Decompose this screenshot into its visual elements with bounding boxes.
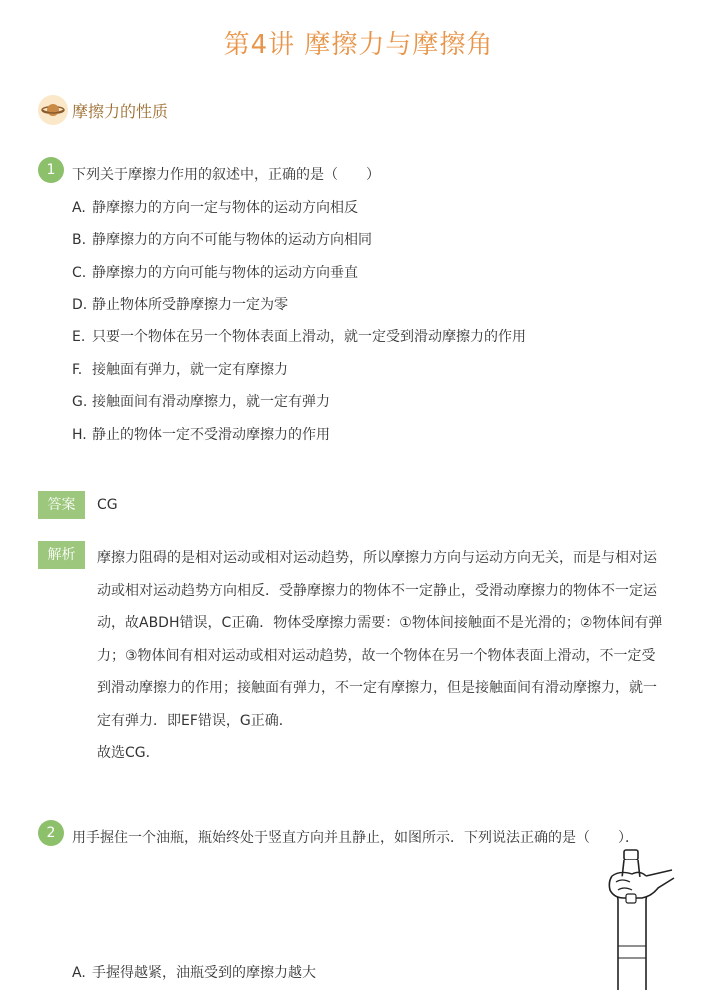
option-f <box>72 359 288 379</box>
option-b <box>72 229 372 249</box>
question-stem: 下列关于摩擦力作用的叙述中，正确的是（ ） <box>72 167 380 183</box>
option-text: 静摩擦力的方向一定与物体的运动方向相反 <box>92 200 358 216</box>
analysis-line: 到滑动摩擦力的作用；接触面有弹力，不一定有摩擦力，但是接触面间有滑动摩擦力，就一 <box>97 680 657 696</box>
option-letter: D. <box>72 297 88 313</box>
analysis-tag: 解析 <box>38 541 85 569</box>
option-letter: E. <box>72 329 86 345</box>
option-a <box>72 962 316 982</box>
option-text: 只要一个物体在另一个物体表面上滑动，就一定受到滑动摩擦力的作用 <box>92 329 526 345</box>
analysis-line: 摩擦力阻碍的是相对运动或相对运动趋势，所以摩擦力方向与运动方向无关，而是与相对运 <box>97 550 657 566</box>
answer-tag: 答案 <box>38 491 85 519</box>
option-letter: H. <box>72 427 87 443</box>
question-stem: 用手握住一个油瓶，瓶始终处于竖直方向并且静止，如图所示．下列说法正确的是（ ）． <box>72 830 639 846</box>
planet-icon <box>38 95 68 125</box>
option-a <box>72 197 358 217</box>
analysis-line: 动或相对运动趋势方向相反．受静摩擦力的物体不一定静止，受滑动摩擦力的物体不一定运 <box>97 582 657 599</box>
option-text: 手握得越紧，油瓶受到的摩擦力越大 <box>92 965 316 981</box>
option-text: 静止物体所受静摩擦力一定为零 <box>92 297 288 313</box>
option-c <box>72 262 358 282</box>
analysis-line: 定有弹力．即EF错误，G正确． <box>97 712 293 729</box>
question-number-badge: 2 <box>38 820 64 846</box>
option-text: 接触面有弹力，就一定有摩擦力 <box>92 362 288 378</box>
option-text: 静摩擦力的方向不可能与物体的运动方向相同 <box>92 232 372 248</box>
analysis-line: 故选CG． <box>97 745 160 761</box>
answer-value: CG <box>97 497 118 513</box>
hand-holding-bottle-figure <box>606 848 678 994</box>
option-letter: F. <box>72 362 83 378</box>
option-text: 静止的物体一定不受滑动摩擦力的作用 <box>92 427 330 443</box>
option-letter: A. <box>72 200 86 216</box>
question-number-badge: 1 <box>38 157 64 183</box>
option-letter: C. <box>72 265 87 281</box>
analysis-line: 力；③物体间有相对运动或相对运动趋势，故一个物体在另一个物体表面上滑动，不一定受 <box>97 647 656 664</box>
section-label: 摩擦力的性质 <box>72 102 169 121</box>
option-h <box>72 424 330 444</box>
option-text: 接触面间有滑动摩擦力，就一定有弹力 <box>92 394 330 410</box>
option-e <box>72 326 526 346</box>
option-letter: B. <box>72 232 87 248</box>
option-text: 静摩擦力的方向可能与物体的运动方向垂直 <box>92 265 358 281</box>
option-d <box>72 294 288 314</box>
analysis-text <box>97 542 677 770</box>
analysis-line: 动，故ABDH错误，C正确．物体受摩擦力需要：①物体间接触面不是光滑的；②物体间有弹 <box>97 615 663 631</box>
option-letter: A. <box>72 965 86 981</box>
page-title: 第4讲 摩擦力与摩擦角 <box>223 30 494 60</box>
option-g <box>72 391 330 411</box>
option-letter: G. <box>72 394 88 410</box>
